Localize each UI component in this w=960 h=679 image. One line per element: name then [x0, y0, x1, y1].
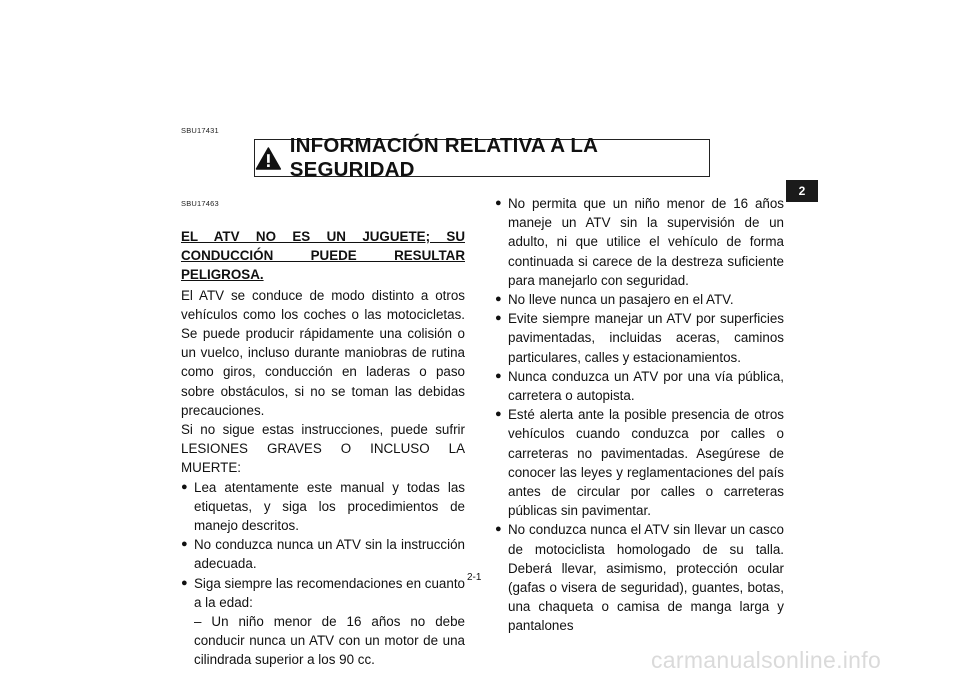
list-item: ● No conduzca nunca el ATV sin llevar un casco de motociclista homologado de su talla. Deberá llevar, asimismo, protección ocular (gafas o visera de seguridad), guantes, botas, una chaqueta o camisa de manga larga y pantalones — [495, 522, 784, 634]
warning-triangle-icon — [255, 146, 282, 171]
document-code-left: SBU17463 — [181, 199, 219, 208]
bullet-icon: ● — [495, 293, 502, 306]
list-item: ● No conduzca nunca un ATV sin la instrucción adecuada. — [181, 537, 465, 572]
bullet-icon: ● — [495, 523, 502, 536]
banner-title: INFORMACIÓN RELATIVA A LA SEGURIDAD — [289, 134, 598, 181]
intro-paragraph: El ATV se conduce de modo distinto a otros vehículos como los coches o las motocicletas. Se puede producir rápidamente una colisión o un vuelco, incluso durante maniobras de rutina como giros, conducción en laderas o paso sobre obstáculos, si no se toman las debidas precauciones. — [181, 287, 465, 418]
page-number: 2-1 — [467, 572, 482, 583]
list-item: ● No lleve nunca un pasajero en el ATV. — [495, 290, 784, 309]
right-column — [495, 194, 784, 636]
bullet-icon: ● — [495, 408, 502, 421]
list-item: ● Siga siempre las recomendaciones en cuanto a la edad: — [181, 575, 465, 610]
bullet-icon: ● — [495, 369, 502, 382]
age-sub-item: – Un niño menor de 16 años no debe conducir nunca un ATV con un motor de una cilindrada superior a los 90 cc. — [194, 614, 465, 668]
chapter-tab: 2 — [786, 180, 818, 202]
section-heading: EL ATV NO ES UN JUGUETE; SU CONDUCCIÓN PUEDE RESULTAR PELIGROSA. — [181, 229, 465, 283]
bullet-icon: ● — [181, 538, 188, 551]
list-item: ● Evite siempre manejar un ATV por superficies pavimentadas, incluidas aceras, caminos particulares, calles y estacionamientos. — [495, 311, 784, 365]
list-item: ● Esté alerta ante la posible presencia de otros vehículos cuando conduzca por calles o carreteras no pavimentadas. Asegúrese de conocer las leyes y reglamentaciones del país antes de circular por calles o carreteras públicas sin pavimentar. — [495, 407, 784, 519]
list-item: ● Lea atentamente este manual y todas las etiquetas, y siga los procedimientos de manejo descritos. — [181, 479, 465, 534]
list-item: ● Nunca conduzca un ATV por una vía pública, carretera o autopista. — [495, 368, 784, 404]
safety-banner — [254, 134, 710, 181]
bullet-icon: ● — [181, 576, 188, 589]
bullet-icon: ● — [495, 312, 502, 325]
bullet-icon: ● — [181, 480, 188, 493]
watermark-text: carmanualsonline.info — [651, 647, 882, 673]
left-column — [181, 227, 465, 670]
warning-paragraph: Si no sigue estas instrucciones, puede sufrir LESIONES GRAVES O INCLUSO LA MUERTE: — [181, 422, 465, 476]
bullet-icon: ● — [495, 197, 502, 209]
list-item: ● No permita que un niño menor de 16 años maneje un ATV sin la supervisión de un adulto, ni que utilice el vehículo de forma continuada si carece de la destreza suficiente para manejarlo con seguridad. — [495, 196, 784, 288]
document-code-top: SBU17431 — [181, 126, 219, 135]
